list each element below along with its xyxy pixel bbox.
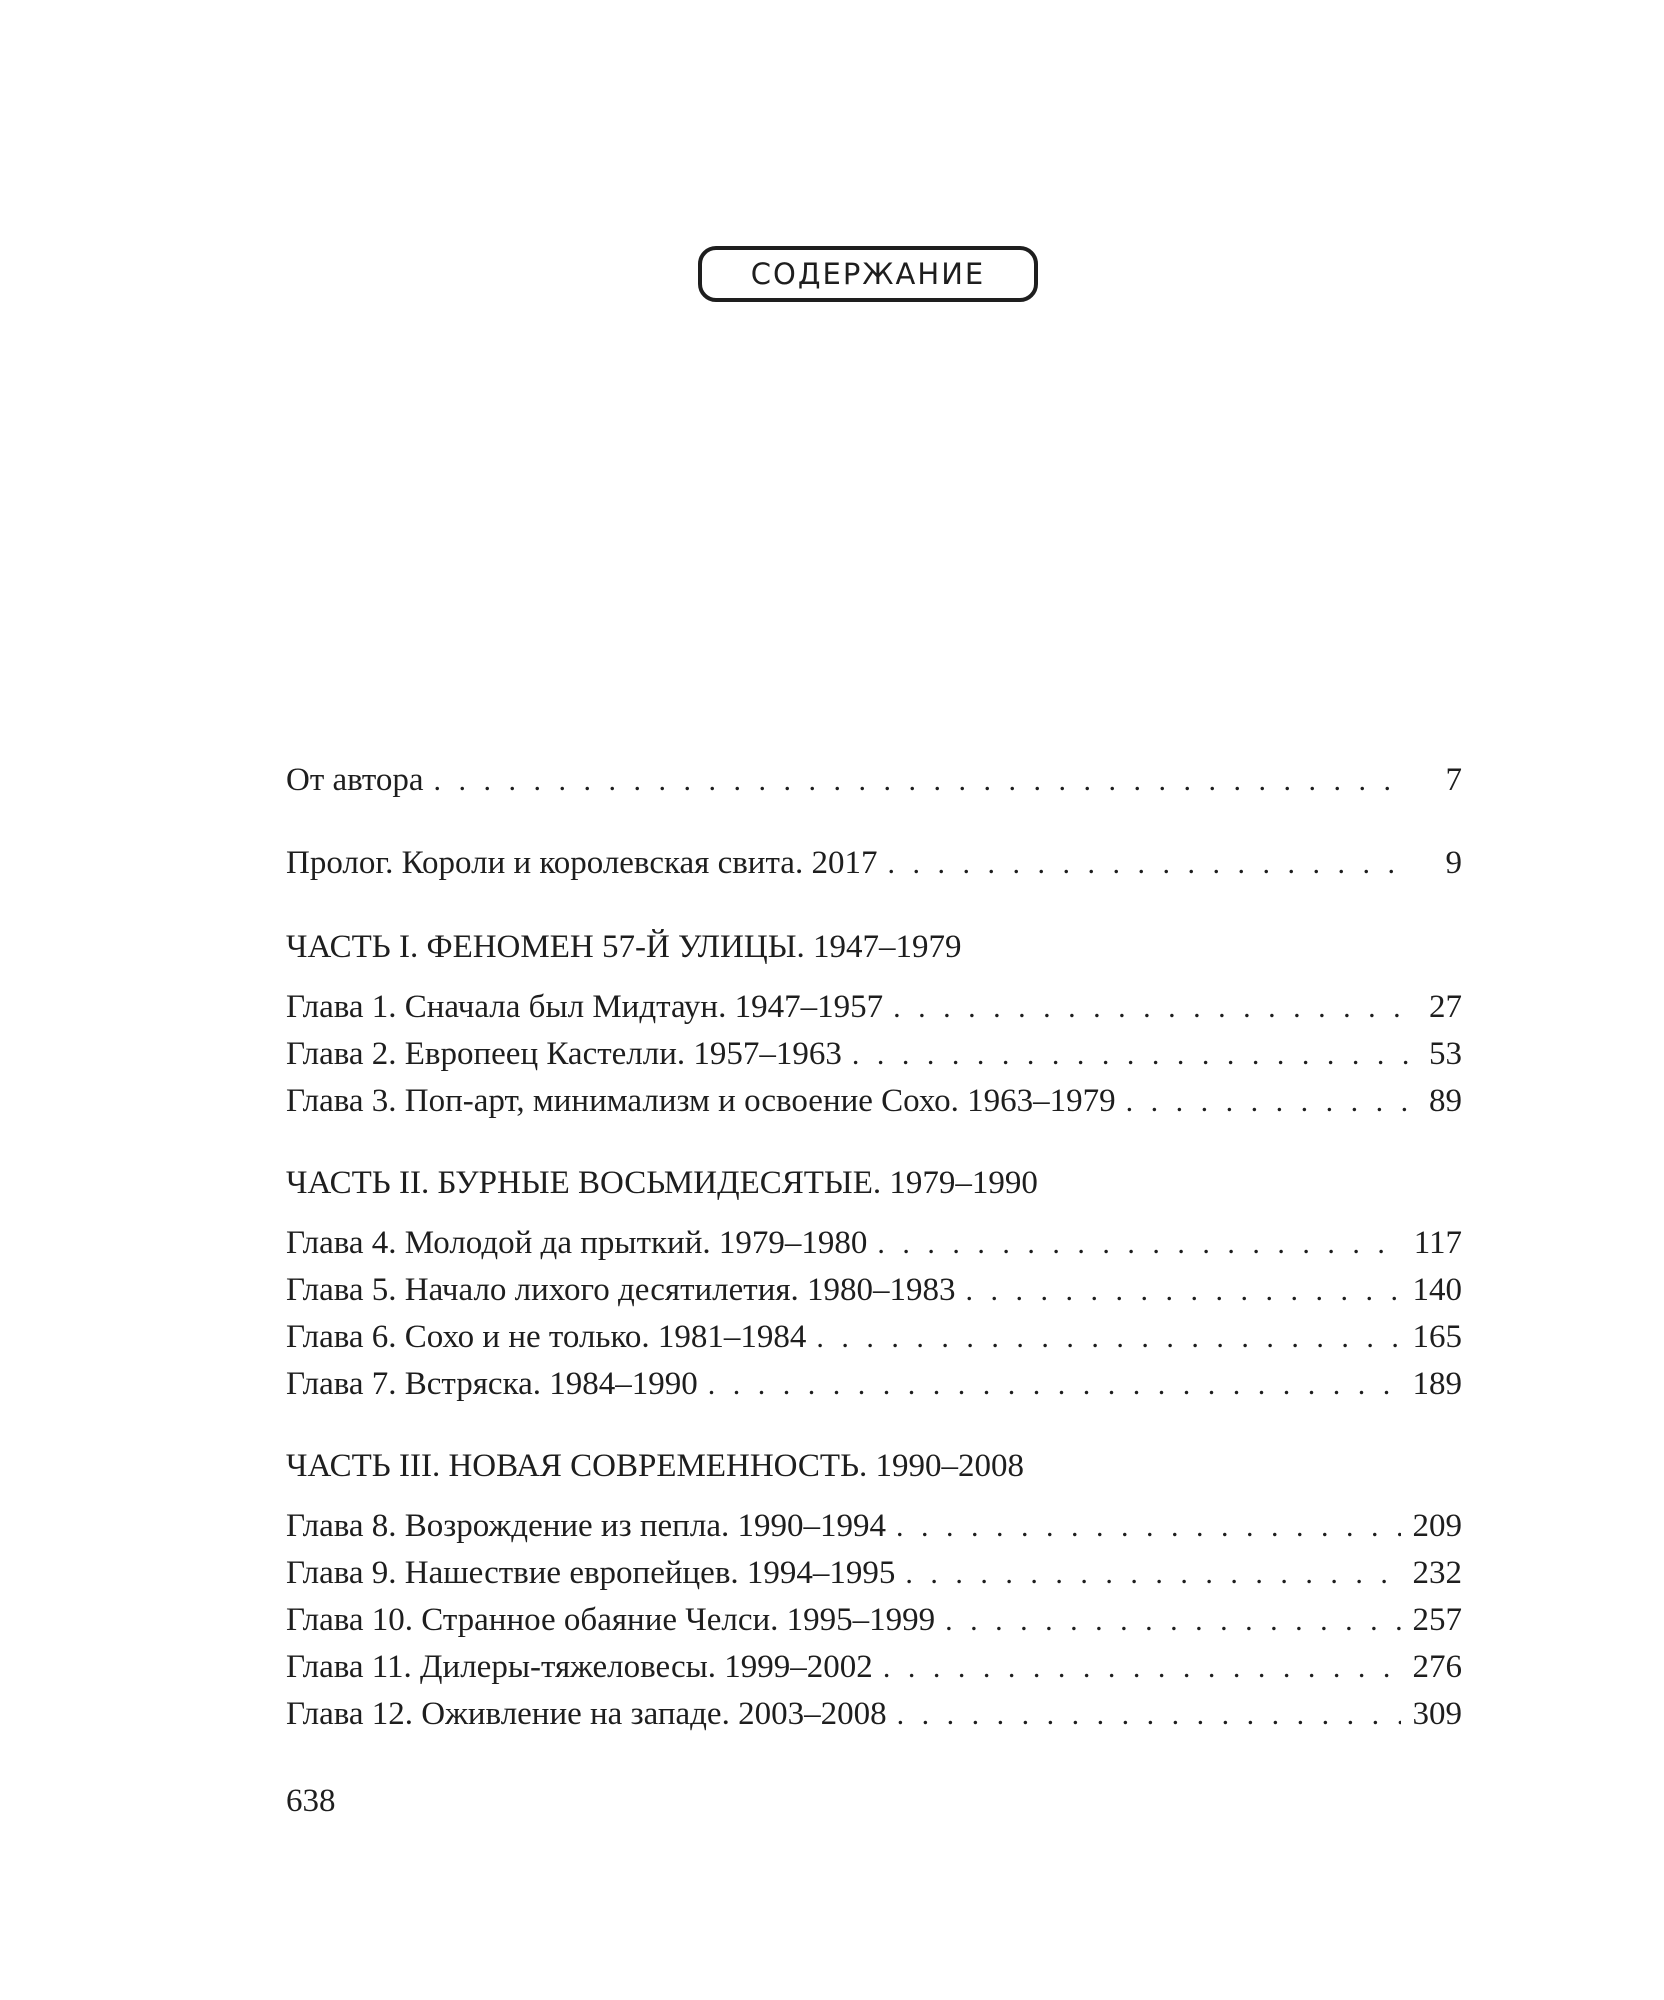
- toc-entry-chapter[interactable]: [286, 1267, 1462, 1313]
- dot-leader: [708, 1362, 1401, 1408]
- dot-leader: [896, 1504, 1401, 1550]
- part-heading[interactable]: ЧАСТЬ I. ФЕНОМЕН 57-Й УЛИЦЫ. 1947–1979: [286, 929, 962, 965]
- toc-entry-label: Глава 2. Европеец Кастелли. 1957–1963: [286, 1036, 842, 1072]
- dot-leader: [887, 841, 1410, 887]
- toc-entry-chapter[interactable]: [286, 1078, 1462, 1124]
- toc-entry-chapter[interactable]: [286, 1361, 1462, 1407]
- toc-entry-label: Глава 1. Сначала был Мидтаун. 1947–1957: [286, 989, 884, 1025]
- toc-entry-chapter[interactable]: [286, 1597, 1462, 1643]
- dot-leader: [966, 1268, 1401, 1314]
- dot-leader: [816, 1315, 1400, 1361]
- toc-entry-page: 53: [1429, 1036, 1462, 1072]
- toc-entry-page: 27: [1429, 989, 1462, 1025]
- dot-leader: [434, 758, 1410, 804]
- toc-entry-label: Глава 6. Сохо и не только. 1981–1984: [286, 1319, 807, 1355]
- toc-entry-label: Глава 7. Встряска. 1984–1990: [286, 1366, 698, 1402]
- toc-entry-label: Глава 5. Начало лихого десятилетия. 1980–1983: [286, 1272, 956, 1308]
- toc-entry-page: 232: [1412, 1555, 1462, 1591]
- toc-entry-label: Глава 8. Возрождение из пепла. 1990–1994: [286, 1508, 886, 1544]
- part-heading[interactable]: ЧАСТЬ III. НОВАЯ СОВРЕМЕННОСТЬ. 1990–2008: [286, 1448, 1025, 1484]
- toc-entry-page: 9: [1445, 845, 1462, 881]
- toc-entry-chapter[interactable]: [286, 1550, 1462, 1596]
- toc-entry-chapter[interactable]: [286, 1644, 1462, 1690]
- toc-entry-label: Глава 11. Дилеры-тяжеловесы. 1999–2002: [286, 1649, 873, 1685]
- toc-entry-label: Глава 12. Оживление на западе. 2003–2008: [286, 1696, 887, 1732]
- toc-entry-page: 89: [1429, 1083, 1462, 1119]
- toc-entry-chapter[interactable]: [286, 984, 1462, 1030]
- toc-entry-page: 7: [1445, 762, 1462, 798]
- dot-leader: [852, 1032, 1410, 1078]
- dot-leader: [877, 1221, 1401, 1267]
- toc-entry-chapter[interactable]: [286, 1314, 1462, 1360]
- toc-title: СОДЕРЖАНИЕ: [698, 246, 1038, 302]
- dot-leader: [893, 985, 1410, 1031]
- part-heading[interactable]: ЧАСТЬ II. БУРНЫЕ ВОСЬМИДЕСЯТЫЕ. 1979–1990: [286, 1165, 1038, 1201]
- dot-leader: [945, 1598, 1400, 1644]
- toc-entry-chapter[interactable]: [286, 1691, 1462, 1737]
- toc-entry-label: Пролог. Короли и королевская свита. 2017: [286, 845, 878, 881]
- toc-entry-from-author[interactable]: [286, 757, 1462, 803]
- toc-entry-page: 189: [1412, 1366, 1462, 1402]
- toc-entry-label: Глава 4. Молодой да прыткий. 1979–1980: [286, 1225, 868, 1261]
- toc-entry-page: 165: [1412, 1319, 1462, 1355]
- toc-entry-label: Глава 10. Странное обаяние Челси. 1995–1999: [286, 1602, 936, 1638]
- toc-entry-page: 309: [1412, 1696, 1462, 1732]
- dot-leader: [883, 1645, 1401, 1691]
- toc-entry-prologue[interactable]: [286, 840, 1462, 886]
- toc-entry-chapter[interactable]: [286, 1220, 1462, 1266]
- toc-entry-label: От автора: [286, 762, 424, 798]
- toc-entry-label: Глава 3. Поп-арт, минимализм и освоение Сохо. 1963–1979: [286, 1083, 1116, 1119]
- dot-leader: [897, 1692, 1401, 1738]
- toc-entry-page: 140: [1412, 1272, 1462, 1308]
- toc-entry-chapter[interactable]: [286, 1503, 1462, 1549]
- toc-entry-label: Глава 9. Нашествие европейцев. 1994–1995: [286, 1555, 896, 1591]
- page-number: 638: [286, 1783, 336, 1819]
- toc-entry-chapter[interactable]: [286, 1031, 1462, 1077]
- toc-entry-page: 276: [1412, 1649, 1462, 1685]
- toc-entry-page: 257: [1412, 1602, 1462, 1638]
- toc-entry-page: 209: [1412, 1508, 1462, 1544]
- dot-leader: [1126, 1079, 1410, 1125]
- dot-leader: [905, 1551, 1400, 1597]
- toc-entry-page: 117: [1413, 1225, 1462, 1261]
